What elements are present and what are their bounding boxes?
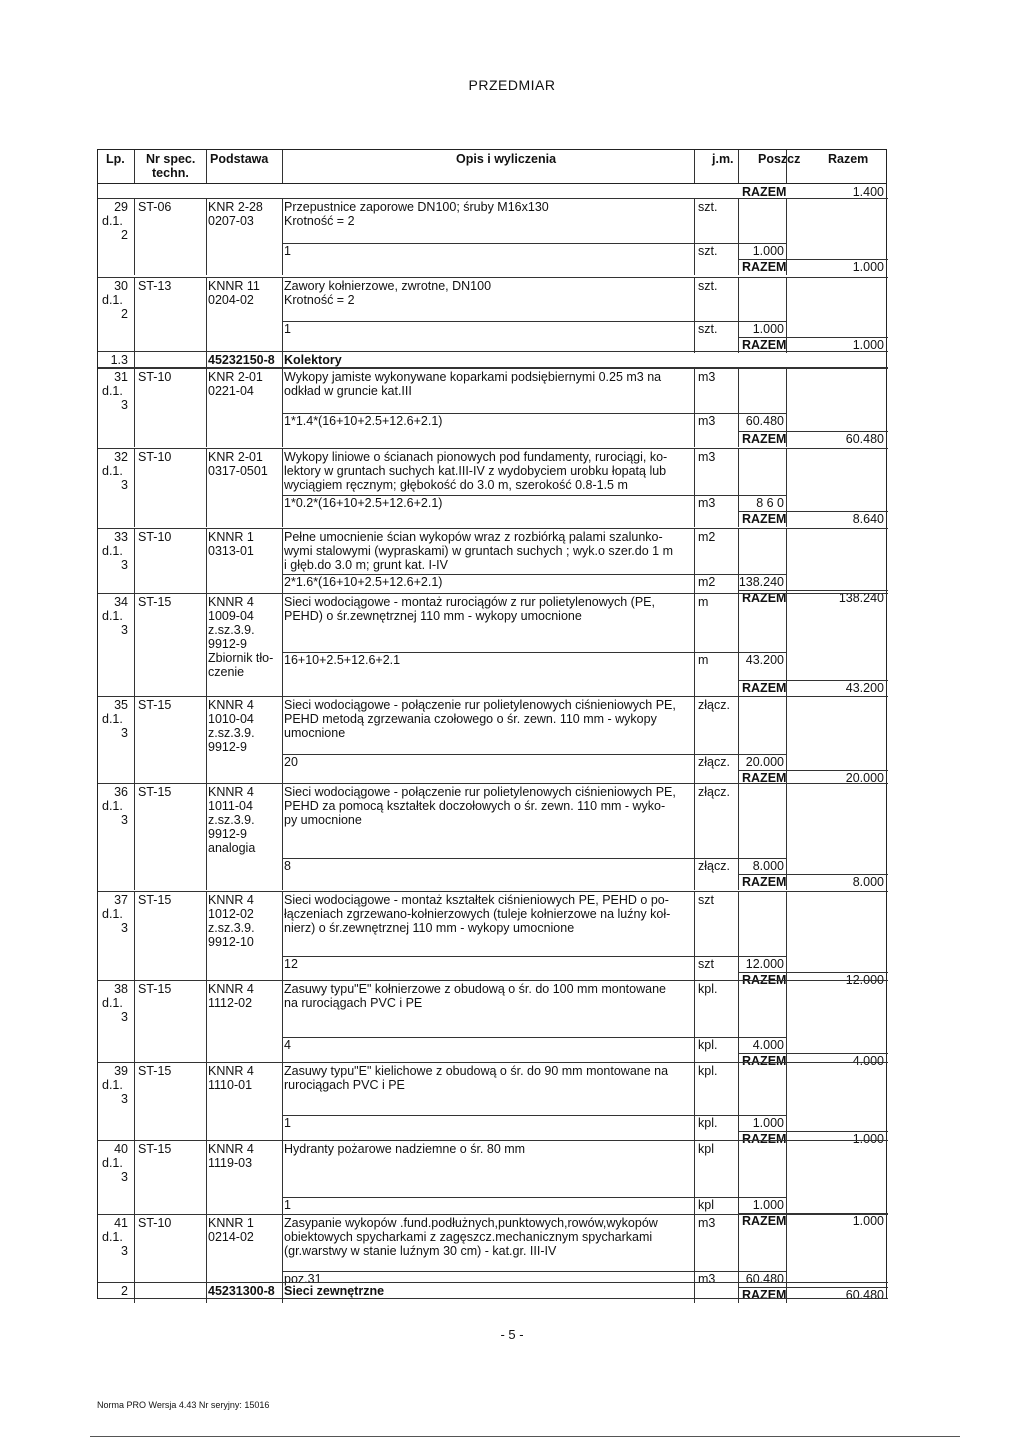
item-calc-jm: kpl.: [698, 1038, 718, 1052]
item-lp-ref: d.1.: [102, 1156, 123, 1170]
item-poszcz: 4.000: [752, 1038, 784, 1052]
item-opis: na rurociągach PVC i PE: [284, 996, 423, 1010]
razem-label: RAZEM: [742, 1214, 787, 1228]
item-opis: Przepustnice zaporowe DN100; śruby M16x130: [284, 200, 549, 214]
item-spec: ST-10: [138, 530, 172, 544]
item-calc-jm: złącz.: [698, 755, 730, 769]
item-lp: 34: [114, 595, 128, 609]
column-rule: [738, 198, 739, 275]
item-poszcz: 8 6 0: [756, 496, 784, 510]
item-jm: szt.: [698, 279, 718, 293]
column-rule: [738, 368, 739, 447]
item-jm: kpl: [698, 1142, 714, 1156]
column-rule: [206, 1282, 207, 1298]
item-top-rule: [98, 528, 888, 529]
column-rule: [738, 1062, 739, 1147]
item-podstawa: 1110-01: [208, 1078, 253, 1092]
item-calc: 12: [284, 957, 298, 971]
header-nr-spec: Nr spec.: [146, 152, 196, 166]
item-podstawa: 9912-9: [208, 637, 247, 651]
column-rule: [738, 891, 739, 988]
item-opis: (gr.warstwy w stanie luźnym 30 cm) - kat.gr. III-IV: [284, 1244, 557, 1258]
item-lp: 38: [114, 982, 128, 996]
item-calc: 1: [284, 322, 291, 336]
item-calc-jm: złącz.: [698, 859, 730, 873]
column-rule: [738, 277, 739, 353]
item-podstawa: 1112-02: [208, 996, 253, 1010]
item-calc-jm: kpl: [698, 1198, 714, 1212]
item-opis: Sieci wodociągowe - połączenie rur polietylenowych ciśnieniowych PE,: [284, 698, 676, 712]
item-podstawa: 9912-9: [208, 827, 247, 841]
header-opis: Opis i wyliczenia: [456, 152, 557, 166]
column-rule: [134, 368, 135, 447]
item-podstawa: z.sz.3.9.: [208, 813, 255, 827]
item-calc: 2*1.6*(16+10+2.5+12.6+2.1): [284, 575, 443, 589]
column-rule: [694, 980, 695, 1069]
item-opis: odkład w gruncie kat.III: [284, 384, 412, 398]
item-lp-chapter: 2: [121, 228, 128, 242]
column-rule: [738, 980, 739, 1069]
item-spec: ST-13: [138, 279, 172, 293]
item-calc: 1*1.4*(16+10+2.5+12.6+2.1): [284, 414, 443, 428]
header-column-rule: [134, 150, 135, 183]
item-opis: wyciągiem ręcznym; głębokość do 3.0 m, szerokość 0.8-1.5 m: [284, 478, 628, 492]
item-spec: ST-15: [138, 785, 172, 799]
bottom-rule: [90, 1436, 960, 1437]
item-podstawa: KNNR 11: [208, 279, 260, 293]
column-rule: [134, 1282, 135, 1298]
item-spec: ST-06: [138, 200, 172, 214]
item-podstawa: z.sz.3.9.: [208, 921, 255, 935]
item-spec: ST-15: [138, 595, 172, 609]
item-podstawa: KNNR 4: [208, 1064, 254, 1078]
footer-note: Norma PRO Wersja 4.43 Nr seryjny: 15016: [97, 1400, 270, 1410]
column-rule: [206, 593, 207, 696]
item-razem: 138.240: [838, 591, 884, 605]
item-poszcz: 138.240: [738, 575, 784, 589]
column-rule: [134, 696, 135, 786]
column-rule: [694, 1062, 695, 1147]
item-jm: złącz.: [698, 785, 730, 799]
item-calc-jm: kpl.: [698, 1116, 718, 1130]
item-podstawa: KNNR 4: [208, 982, 254, 996]
item-lp-ref: d.1.: [102, 384, 123, 398]
section-code: 45231300-8: [208, 1284, 275, 1298]
column-rule: [694, 783, 695, 890]
item-razem: 8.640: [852, 512, 884, 526]
razem-value: 1.400: [852, 185, 884, 199]
item-jm: m2: [698, 530, 716, 544]
item-spec: ST-10: [138, 370, 172, 384]
column-rule: [738, 448, 739, 527]
header-column-rule: [206, 150, 207, 183]
item-jm: złącz.: [698, 698, 730, 712]
item-lp-ref: d.1.: [102, 464, 123, 478]
item-podstawa: 0214-02: [208, 1230, 254, 1244]
item-opis: Wykopy jamiste wykonywane koparkami podsiębiernymi 0.25 m3 na: [284, 370, 662, 384]
item-lp-ref: d.1.: [102, 799, 123, 813]
razem-label: RAZEM: [742, 338, 787, 352]
item-lp-ref: d.1.: [102, 712, 123, 726]
item-jm: szt.: [698, 200, 718, 214]
item-spec: ST-15: [138, 1064, 172, 1078]
item-razem: 60.480: [845, 432, 884, 446]
razem-label: RAZEM: [742, 591, 787, 605]
item-opis: wymi stalowymi (wypraskami) w gruntach suchych ; wyk.o szer.do 1 m: [284, 544, 673, 558]
section-rule: [98, 367, 888, 368]
item-podstawa: analogia: [208, 841, 256, 855]
item-lp-ref: d.1.: [102, 609, 123, 623]
column-rule: [282, 783, 283, 890]
razem-label: RAZEM: [742, 185, 787, 199]
item-podstawa: 0313-01: [208, 544, 254, 558]
item-opis: umocnione: [284, 726, 346, 740]
item-opis: Zasypanie wykopów .fund.podłużnych,punktowych,rowów,wykopów: [284, 1216, 658, 1230]
table-header: [98, 150, 886, 184]
razem-label: RAZEM: [742, 1288, 787, 1302]
item-top-rule: [98, 1214, 888, 1215]
item-lp: 32: [114, 450, 128, 464]
section-rule: [98, 1282, 888, 1283]
column-rule: [282, 980, 283, 1069]
column-rule: [282, 1062, 283, 1147]
section-name: Kolektory: [284, 353, 342, 367]
column-rule: [206, 277, 207, 353]
column-rule: [282, 891, 283, 988]
header-nr-spec-techn: techn.: [152, 166, 189, 180]
item-poszcz: 1.000: [752, 1198, 784, 1212]
column-rule: [206, 368, 207, 447]
column-rule: [282, 448, 283, 527]
item-lp-chapter: 3: [121, 478, 128, 492]
item-podstawa: KNR 2-01: [208, 370, 263, 384]
column-rule: [694, 593, 695, 696]
item-lp: 33: [114, 530, 128, 544]
section-name: Sieci zewnętrzne: [284, 1284, 385, 1298]
column-rule: [206, 696, 207, 786]
column-rule: [694, 198, 695, 275]
item-podstawa: KNNR 4: [208, 698, 254, 712]
item-podstawa: 1010-04: [208, 712, 254, 726]
item-opis: Zasuwy typu"E" kołnierzowe z obudową o śr. do 100 mm montowane: [284, 982, 666, 996]
item-podstawa: 0204-02: [208, 293, 254, 307]
item-calc: 8: [284, 859, 291, 873]
item-lp: 35: [114, 698, 128, 712]
item-jm: kpl.: [698, 982, 718, 996]
section-code: 45232150-8: [208, 353, 275, 367]
item-podstawa: Zbiornik tło-: [208, 651, 274, 665]
column-rule: [134, 783, 135, 890]
item-opis: Wykopy liniowe o ścianach pionowych pod fundamenty, rurociągi, ko-: [284, 450, 668, 464]
item-podstawa: z.sz.3.9.: [208, 623, 255, 637]
razem-label: RAZEM: [742, 681, 787, 695]
item-opis: Hydranty pożarowe nadziemne o śr. 80 mm: [284, 1142, 526, 1156]
header-column-rule: [786, 150, 787, 183]
column-rule: [134, 593, 135, 696]
item-podstawa: 1119-03: [208, 1156, 253, 1170]
item-razem: 43.200: [845, 681, 884, 695]
item-lp-ref: d.1.: [102, 1078, 123, 1092]
item-spec: ST-10: [138, 450, 172, 464]
item-lp-ref: d.1.: [102, 996, 123, 1010]
item-jm: m3: [698, 370, 716, 384]
item-spec: ST-15: [138, 1142, 172, 1156]
item-podstawa: 0207-03: [208, 214, 254, 228]
item-poszcz: 1.000: [752, 1116, 784, 1130]
column-rule: [282, 696, 283, 786]
column-rule: [694, 696, 695, 786]
item-lp-ref: d.1.: [102, 907, 123, 921]
item-podstawa: KNNR 1: [208, 530, 254, 544]
item-lp-ref: d.1.: [102, 544, 123, 558]
item-podstawa: czenie: [208, 665, 245, 679]
item-podstawa: KNNR 1: [208, 1216, 254, 1230]
column-rule: [206, 783, 207, 890]
item-top-rule: [98, 593, 888, 594]
column-rule: [694, 1214, 695, 1303]
item-calc: 1: [284, 1116, 291, 1130]
item-calc: 1: [284, 244, 291, 258]
item-opis: Zawory kołnierzowe, zwrotne, DN100: [284, 279, 492, 293]
item-podstawa: 9912-10: [208, 935, 254, 949]
item-lp-chapter: 3: [121, 623, 128, 637]
razem-label: RAZEM: [742, 1132, 787, 1146]
item-spec: ST-15: [138, 893, 172, 907]
column-rule: [134, 351, 135, 367]
column-rule: [282, 198, 283, 275]
section-rule: [98, 1298, 888, 1299]
item-lp: 29: [114, 200, 128, 214]
item-jm: szt: [698, 893, 714, 907]
column-rule: [282, 368, 283, 447]
item-podstawa: 9912-9: [208, 740, 247, 754]
item-spec: ST-15: [138, 698, 172, 712]
item-lp: 40: [114, 1142, 128, 1156]
item-calc: 4: [284, 1038, 291, 1052]
item-jm: m3: [698, 450, 716, 464]
item-podstawa: KNR 2-28: [208, 200, 263, 214]
item-top-rule: [98, 980, 888, 981]
item-podstawa: KNNR 4: [208, 1142, 254, 1156]
item-lp: 36: [114, 785, 128, 799]
item-opis: Sieci wodociągowe - montaż rurociągów z rur polietylenowych (PE,: [284, 595, 655, 609]
item-razem: 1.000: [852, 1132, 884, 1146]
column-rule: [694, 368, 695, 447]
item-podstawa: 1011-04: [208, 799, 253, 813]
item-calc: 1: [284, 1198, 291, 1212]
razem-label: RAZEM: [742, 512, 787, 526]
column-rule: [206, 198, 207, 275]
item-lp: 39: [114, 1064, 128, 1078]
item-lp-ref: d.1.: [102, 1230, 123, 1244]
item-opis: obiektowych spycharkami z zagęszcz.mechanicznym spycharkami: [284, 1230, 653, 1244]
column-rule: [206, 891, 207, 988]
section-rule: [98, 351, 888, 352]
item-top-rule: [98, 1062, 888, 1063]
item-opis: Sieci wodociągowe - montaż kształtek ciśnieniowych PE, PEHD o po-: [284, 893, 669, 907]
item-podstawa: KNR 2-01: [208, 450, 263, 464]
item-lp: 30: [114, 279, 128, 293]
item-podstawa: z.sz.3.9.: [208, 726, 255, 740]
item-jm: m: [698, 595, 709, 609]
item-lp-chapter: 3: [121, 558, 128, 572]
column-rule: [206, 448, 207, 527]
item-poszcz: 60.480: [745, 414, 784, 428]
column-rule: [694, 891, 695, 988]
header-poszcz: Poszcz: [758, 152, 801, 166]
item-top-rule: [98, 1140, 888, 1141]
item-lp-ref: d.1.: [102, 214, 123, 228]
item-lp-chapter: 3: [121, 1010, 128, 1024]
header-column-rule: [738, 150, 739, 183]
item-opis: PEHD) o śr.zewnętrznej 110 mm - wykopy umocnione: [284, 609, 582, 623]
item-opis: py umocnione: [284, 813, 362, 827]
header-lp: Lp.: [106, 152, 125, 166]
razem-label: RAZEM: [742, 771, 787, 785]
page-title: PRZEDMIAR: [468, 77, 556, 93]
item-opis: Pełne umocnienie ścian wykopów wraz z rozbiórką palami szalunko-: [284, 530, 663, 544]
item-poszcz: 43.200: [745, 653, 784, 667]
item-calc: 1*0.2*(16+10+2.5+12.6+2.1): [284, 496, 443, 510]
item-calc-jm: m3: [698, 1272, 716, 1286]
item-podstawa: KNNR 4: [208, 595, 254, 609]
column-rule: [282, 351, 283, 367]
razem-label: RAZEM: [742, 1054, 787, 1068]
item-spec: ST-15: [138, 982, 172, 996]
item-lp-chapter: 3: [121, 813, 128, 827]
item-razem: 20.000: [845, 771, 884, 785]
header-column-rule: [282, 150, 283, 183]
przedmiar-table: [97, 149, 887, 1302]
item-top-rule: [98, 368, 888, 369]
item-top-rule: [98, 891, 888, 892]
column-rule: [134, 198, 135, 275]
header-jm: j.m.: [712, 152, 734, 166]
header-column-rule: [694, 150, 695, 183]
column-rule: [206, 980, 207, 1069]
item-lp: 37: [114, 893, 128, 907]
item-opis: i głęb.do 3.0 m; grunt kat. I-IV: [284, 558, 448, 572]
item-lp-chapter: 2: [121, 307, 128, 321]
item-lp-chapter: 3: [121, 726, 128, 740]
item-podstawa: KNNR 4: [208, 893, 254, 907]
item-razem: 8.000: [852, 875, 884, 889]
item-razem: 12.000: [845, 973, 884, 987]
item-opis: Krotność = 2: [284, 293, 355, 307]
razem-label: RAZEM: [742, 973, 787, 987]
item-lp-chapter: 3: [121, 398, 128, 412]
item-lp-chapter: 3: [121, 1092, 128, 1106]
section-lp: 2: [121, 1284, 128, 1298]
item-opis: Sieci wodociągowe - połączenie rur polietylenowych ciśnieniowych PE,: [284, 785, 676, 799]
column-rule: [694, 277, 695, 353]
razem-label: RAZEM: [742, 432, 787, 446]
column-rule: [206, 351, 207, 367]
item-top-rule: [98, 198, 888, 199]
item-razem: 60.480: [845, 1288, 884, 1302]
page-number: - 5 -: [500, 1327, 524, 1342]
item-calc: poz.31: [284, 1272, 322, 1286]
column-rule: [134, 891, 135, 988]
item-lp: 31: [114, 370, 128, 384]
item-opis: łączeniach zgrzewano-kołnierzowych (tuleje kołnierzowe na luźny koł-: [284, 907, 671, 921]
item-opis: lektory w gruntach suchych kat.III-IV z wydobyciem urobku łopatą lub: [284, 464, 667, 478]
column-rule: [134, 980, 135, 1069]
item-podstawa: 1009-04: [208, 609, 254, 623]
item-poszcz: 20.000: [745, 755, 784, 769]
column-rule: [282, 593, 283, 696]
item-opis: PEHD za pomocą kształtek doczołowych o śr. zewn. 110 mm - wyko-: [284, 799, 666, 813]
column-rule: [282, 277, 283, 353]
item-top-rule: [98, 448, 888, 449]
item-calc-jm: szt.: [698, 244, 718, 258]
column-rule: [282, 1282, 283, 1298]
column-rule: [134, 448, 135, 527]
column-rule: [134, 277, 135, 353]
item-calc-jm: m2: [698, 575, 716, 589]
item-jm: m3: [698, 1216, 716, 1230]
column-rule: [694, 448, 695, 527]
item-calc-jm: m3: [698, 414, 716, 428]
item-podstawa: 1012-02: [208, 907, 254, 921]
item-poszcz: 8.000: [752, 859, 784, 873]
item-lp-chapter: 3: [121, 1170, 128, 1184]
item-top-rule: [98, 783, 888, 784]
item-spec: ST-10: [138, 1216, 172, 1230]
item-podstawa: 0221-04: [208, 384, 254, 398]
item-calc-jm: m3: [698, 496, 716, 510]
item-razem: 1.000: [852, 260, 884, 274]
item-lp-chapter: 3: [121, 921, 128, 935]
item-opis: Zasuwy typu"E" kielichowe z obudową o śr. do 90 mm montowane na: [284, 1064, 669, 1078]
item-poszcz: 1.000: [752, 244, 784, 258]
item-poszcz: 12.000: [745, 957, 784, 971]
column-rule: [738, 696, 739, 786]
item-calc: 16+10+2.5+12.6+2.1: [284, 653, 401, 667]
column-rule: [738, 1214, 739, 1303]
item-calc-jm: m: [698, 653, 709, 667]
item-calc-jm: szt: [698, 957, 714, 971]
item-top-rule: [98, 277, 888, 278]
razem-label: RAZEM: [742, 260, 787, 274]
item-lp: 41: [114, 1216, 128, 1230]
item-opis: Krotność = 2: [284, 214, 355, 228]
item-top-rule: [98, 696, 888, 697]
item-podstawa: KNNR 4: [208, 785, 254, 799]
item-calc: 20: [284, 755, 298, 769]
column-rule: [206, 1062, 207, 1147]
item-razem: 4.000: [852, 1054, 884, 1068]
item-lp-chapter: 3: [121, 1244, 128, 1258]
column-rule: [134, 1062, 135, 1147]
item-razem: 1.000: [852, 1214, 884, 1228]
item-razem: 1.000: [852, 338, 884, 352]
item-lp-ref: d.1.: [102, 293, 123, 307]
header-podstawa: Podstawa: [210, 152, 269, 166]
header-razem: Razem: [828, 152, 869, 166]
razem-label: RAZEM: [742, 875, 787, 889]
item-poszcz: 1.000: [752, 322, 784, 336]
item-opis: PEHD metodą zgrzewania czołowego o śr. zewn. 110 mm - wykopy: [284, 712, 657, 726]
item-opis: nierz) o śr.zewnętrznej 110 mm - wykopy umocnione: [284, 921, 575, 935]
item-poszcz: 60.480: [745, 1272, 784, 1286]
item-podstawa: 0317-0501: [208, 464, 268, 478]
section-lp: 1.3: [110, 353, 128, 367]
item-opis: rurociągach PVC i PE: [284, 1078, 405, 1092]
item-jm: kpl.: [698, 1064, 718, 1078]
item-calc-jm: szt.: [698, 322, 718, 336]
